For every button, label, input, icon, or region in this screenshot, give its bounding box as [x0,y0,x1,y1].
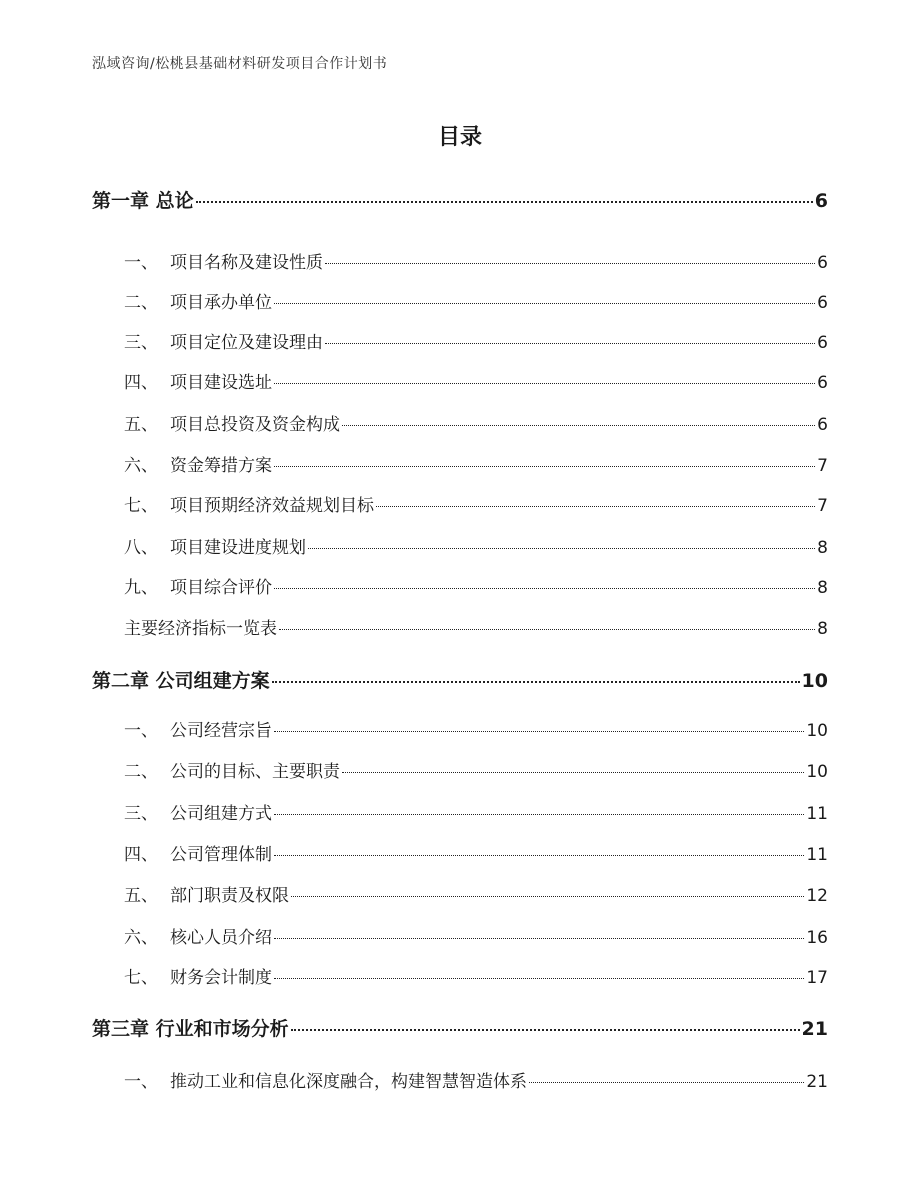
toc-entry-number: 一、 [124,721,158,741]
toc-entry-number: 六、 [124,456,158,476]
toc-entry-label [124,840,272,865]
toc-entry-text: 项目建设进度规划 [170,538,306,558]
toc-page-number: 10 [806,721,828,741]
toc-entry-label [124,533,306,558]
toc-page-number: 11 [806,845,828,865]
toc-entry-number: 二、 [124,762,158,782]
toc-entry-text: 推动工业和信息化深度融合，构建智慧智造体系 [170,1072,527,1092]
dot-leader [325,343,815,344]
toc-section-entry[interactable] [124,368,828,392]
toc-entry-label [124,491,374,516]
toc-entry-text: 主要经济指标一览表 [124,619,277,639]
toc-entry-number: 四、 [124,373,158,393]
toc-page-number: 8 [817,619,828,639]
dot-leader [274,303,815,304]
dot-leader [274,938,804,939]
toc-section-entry[interactable] [124,573,828,597]
dot-leader [274,588,815,589]
dot-leader [376,506,815,507]
toc-entry-text: 第三章 行业和市场分析 [92,1018,289,1040]
toc-entry-number: 四、 [124,845,158,865]
toc-entry-number: 七、 [124,968,158,988]
dot-leader [291,1029,800,1031]
toc-entry-label [124,573,272,598]
toc-entry-label [92,666,270,693]
toc-section-entry[interactable] [124,799,828,823]
toc-section-entry[interactable] [124,451,828,475]
dot-leader [274,855,804,856]
toc-chapter-entry[interactable] [92,1014,828,1040]
toc-section-entry[interactable] [124,288,828,312]
dot-leader [325,263,815,264]
toc-section-entry[interactable] [124,716,828,740]
toc-entry-number: 七、 [124,496,158,516]
toc-section-entry[interactable] [124,757,828,781]
toc-entry-label [92,1014,289,1041]
dot-leader [272,681,800,683]
dot-leader [291,896,804,897]
toc-entry-number: 一、 [124,253,158,273]
dot-leader [274,814,804,815]
toc-entry-text: 第二章 公司组建方案 [92,670,270,692]
toc-entry-number: 九、 [124,578,158,598]
toc-page-number: 6 [817,253,828,273]
toc-entry-label [124,614,277,639]
toc-entry-text: 项目综合评价 [170,578,272,598]
toc-page-number: 21 [801,1018,828,1040]
dot-leader [274,466,815,467]
dot-leader [274,383,815,384]
toc-entry-number: 六、 [124,928,158,948]
toc-page-number: 8 [817,578,828,598]
toc-entry-label [124,757,340,782]
toc-page-number: 6 [817,415,828,435]
toc-entry-number: 五、 [124,415,158,435]
toc-section-entry[interactable] [124,840,828,864]
toc-page-number: 16 [806,928,828,948]
toc-page-number: 12 [806,886,828,906]
toc-page-number: 11 [806,804,828,824]
toc-entry-text: 项目建设选址 [170,373,272,393]
toc-entry-number: 八、 [124,538,158,558]
toc-chapter-entry[interactable] [92,666,828,692]
dot-leader [342,425,815,426]
toc-entry-text: 项目承办单位 [170,293,272,313]
toc-title: 目录 [437,125,482,150]
toc-entry-text: 公司的目标、主要职责 [170,762,340,782]
toc-entry-number: 二、 [124,293,158,313]
toc-entry-number: 三、 [124,333,158,353]
toc-page-number: 17 [806,968,828,988]
dot-leader [279,629,815,630]
toc-page-number: 10 [806,762,828,782]
toc-section-entry[interactable] [124,248,828,272]
toc-entry-label [124,410,340,435]
toc-entry-label [124,716,272,741]
toc-section-entry[interactable] [124,614,828,638]
toc-entry-label [124,328,323,353]
toc-entry-text: 部门职责及权限 [170,886,289,906]
toc-entry-text: 财务会计制度 [170,968,272,988]
toc-chapter-entry[interactable] [92,186,828,212]
toc-entry-number: 一、 [124,1072,158,1092]
toc-entry-label [124,368,272,393]
toc-section-entry[interactable] [124,410,828,434]
toc-section-entry[interactable] [124,328,828,352]
dot-leader [274,978,804,979]
toc-section-entry[interactable] [124,491,828,515]
toc-entry-label [124,963,272,988]
dot-leader [342,772,804,773]
toc-entry-text: 项目预期经济效益规划目标 [170,496,374,516]
toc-entry-label [124,248,323,273]
toc-page-number: 6 [817,333,828,353]
toc-page-number: 6 [817,373,828,393]
toc-entry-text: 公司经营宗旨 [170,721,272,741]
dot-leader [308,548,815,549]
toc-entry-label [124,451,272,476]
toc-page-number: 7 [817,496,828,516]
toc-entry-text: 项目名称及建设性质 [170,253,323,273]
toc-section-entry[interactable] [124,1067,828,1091]
toc-page-number: 21 [806,1072,828,1092]
toc-entry-text: 第一章 总论 [92,190,194,212]
toc-section-entry[interactable] [124,881,828,905]
toc-entry-label [92,186,194,213]
toc-entry-label [124,881,289,906]
toc-entry-text: 项目总投资及资金构成 [170,415,340,435]
toc-entry-text: 公司管理体制 [170,845,272,865]
dot-leader [529,1082,804,1083]
toc-page-number: 10 [801,670,828,692]
toc-page-number: 6 [814,190,828,212]
toc-page-number: 6 [817,293,828,313]
toc-entry-label [124,288,272,313]
toc-entry-label [124,799,272,824]
dot-leader [274,731,804,732]
toc-entry-label [124,923,272,948]
toc-entry-label [124,1067,527,1092]
toc-entry-text: 公司组建方式 [170,804,272,824]
toc-entry-text: 核心人员介绍 [170,928,272,948]
toc-entry-text: 资金筹措方案 [170,456,272,476]
running-header: 泓域咨询/松桃县基础材料研发项目合作计划书 [92,56,388,72]
toc-page-number: 8 [817,538,828,558]
toc-section-entry[interactable] [124,533,828,557]
toc-entry-text: 项目定位及建设理由 [170,333,323,353]
toc-section-entry[interactable] [124,963,828,987]
toc-page-number: 7 [817,456,828,476]
toc-entry-number: 三、 [124,804,158,824]
dot-leader [196,201,813,203]
toc-section-entry[interactable] [124,923,828,947]
toc-entry-number: 五、 [124,886,158,906]
